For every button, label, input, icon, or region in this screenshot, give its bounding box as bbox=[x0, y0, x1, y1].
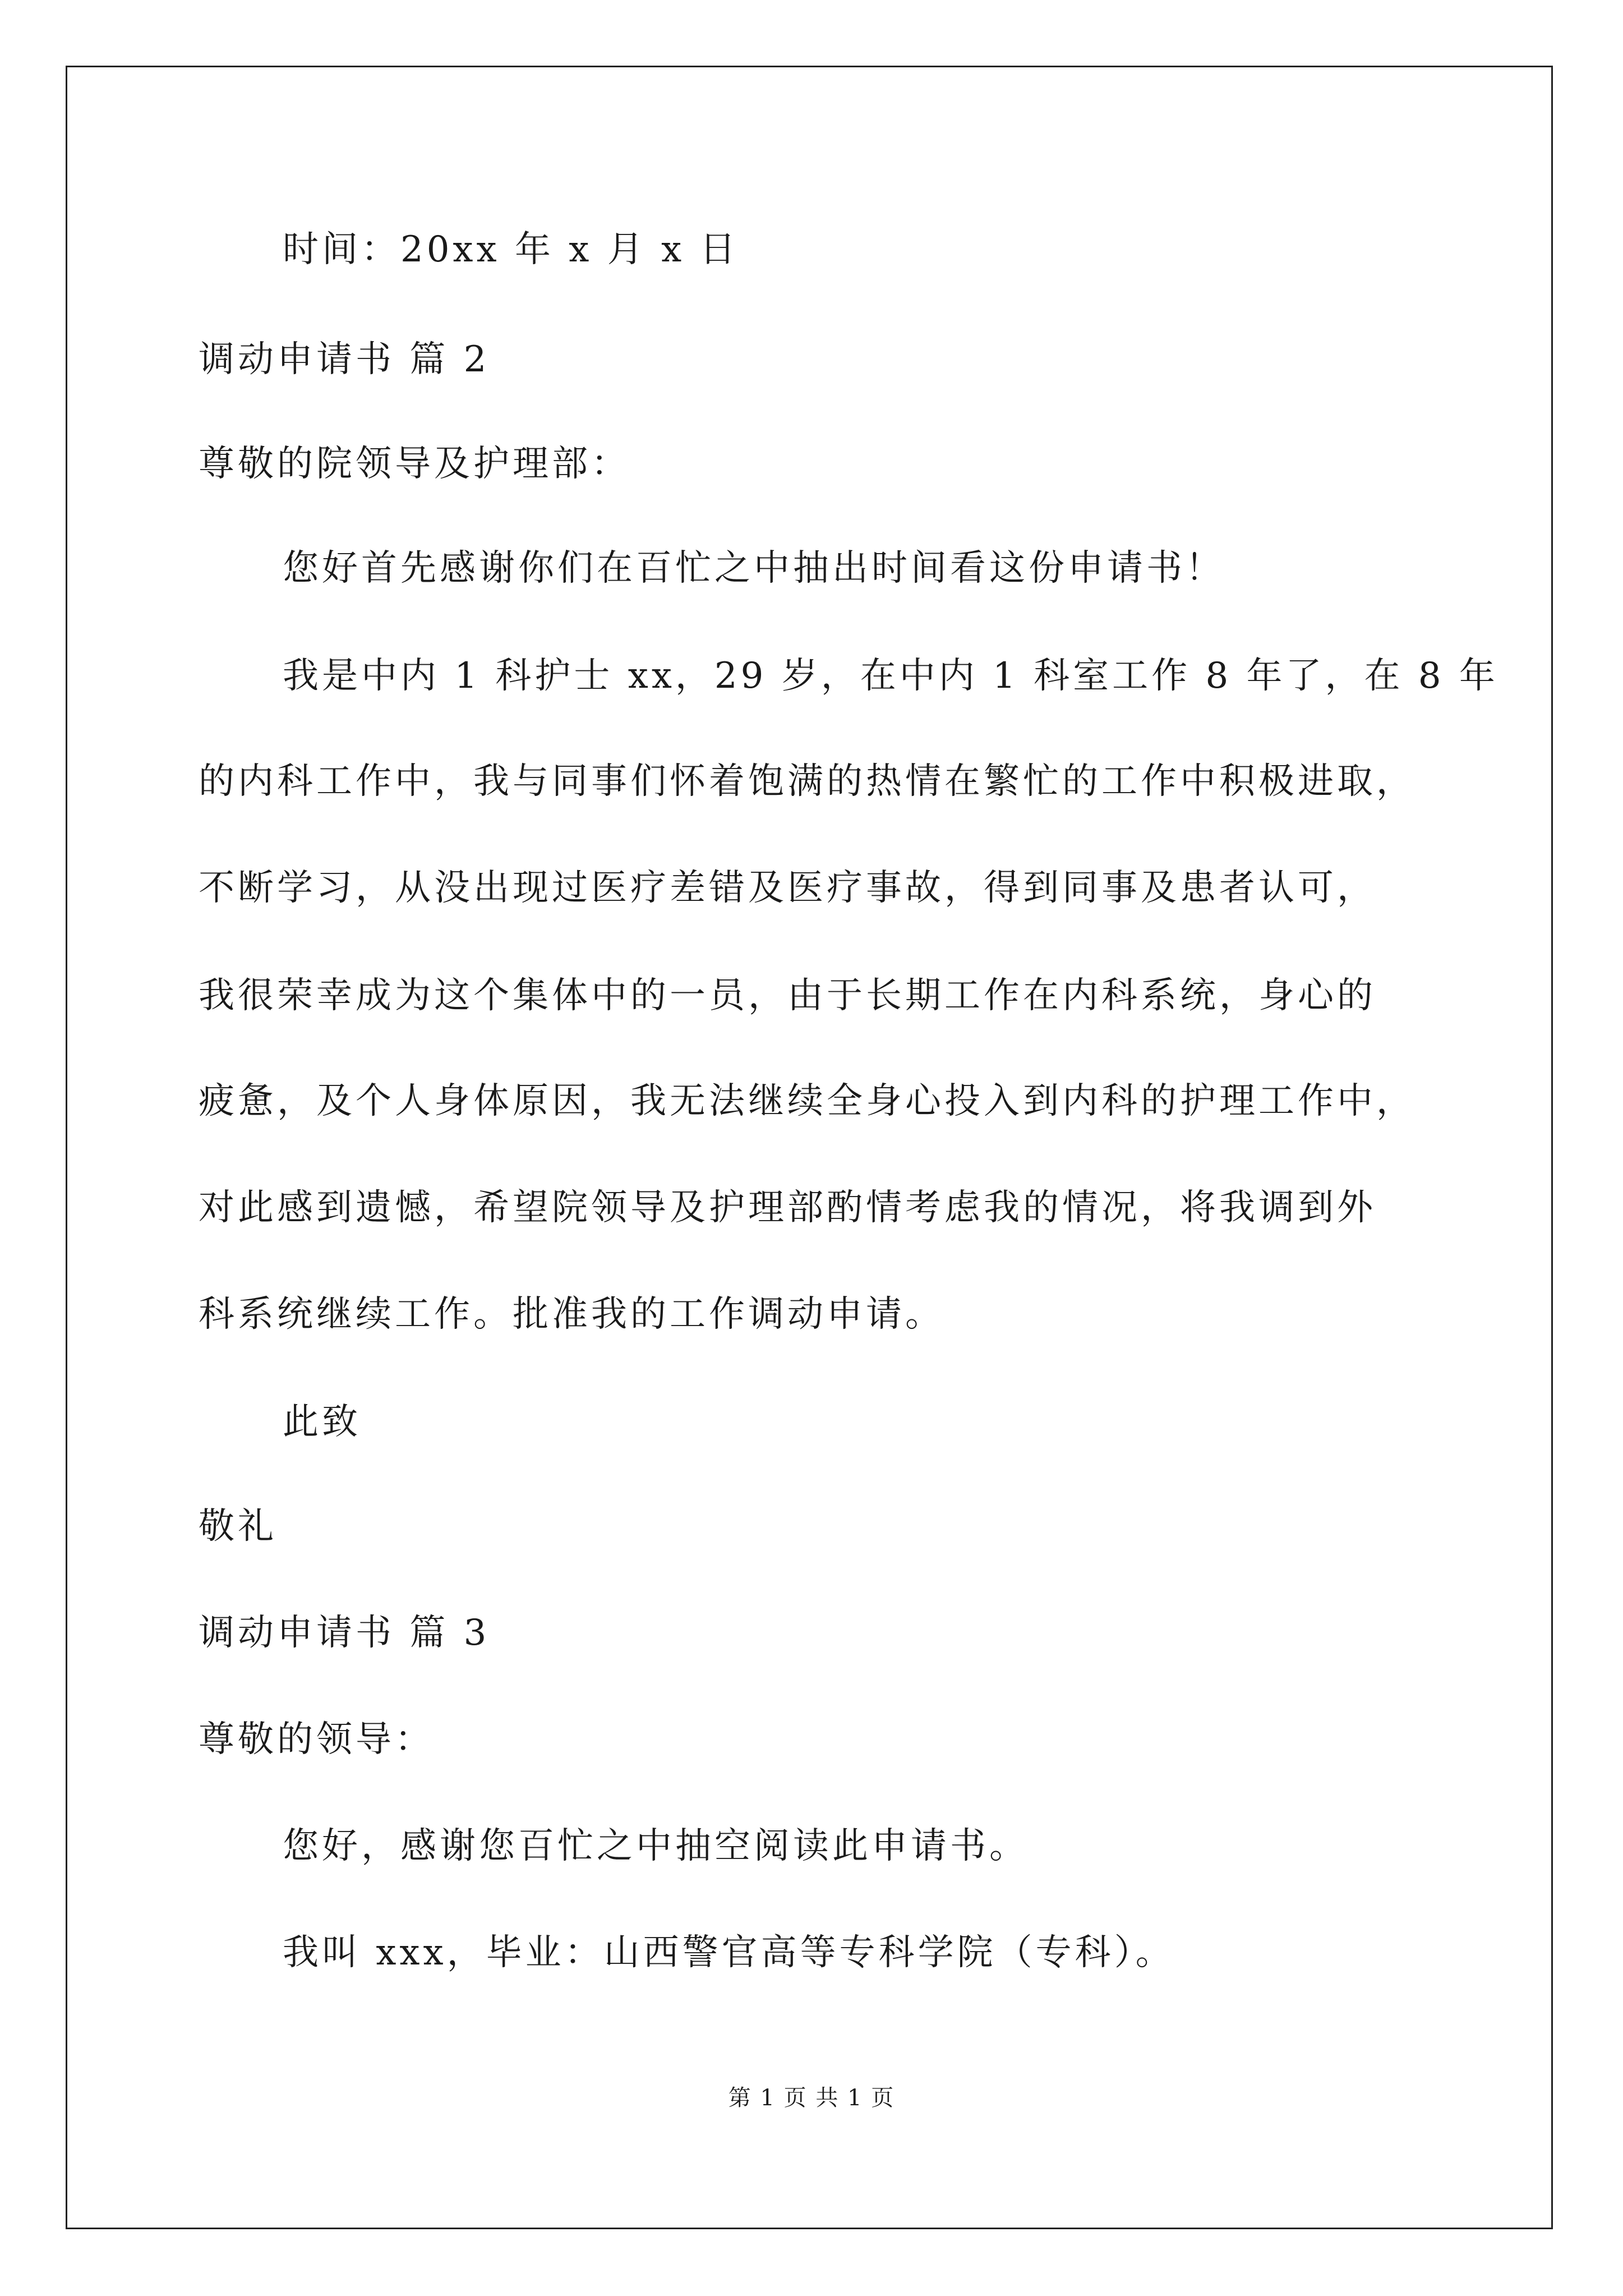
body-paragraph-line: 的内科工作中，我与同事们怀着饱满的热情在繁忙的工作中积极进取， bbox=[199, 761, 1415, 802]
regards-line: 敬礼 bbox=[199, 1506, 277, 1547]
body-paragraph-line: 疲惫，及个人身体原因，我无法继续全身心投入到内科的护理工作中， bbox=[199, 1080, 1415, 1122]
section-heading-3: 调动申请书 篇 3 bbox=[199, 1612, 490, 1654]
body-paragraph-line: 对此感到遗憾，希望院领导及护理部酌情考虑我的情况，将我调到外 bbox=[199, 1187, 1376, 1228]
section-heading-2: 调动申请书 篇 2 bbox=[199, 339, 490, 380]
closing-line: 此致 bbox=[283, 1401, 361, 1443]
body-paragraph-line: 不断学习，从没出现过医疗差错及医疗事故，得到同事及患者认可， bbox=[199, 867, 1376, 909]
date-line: 时间：20xx 年 x 月 x 日 bbox=[283, 229, 739, 270]
body-paragraph-line: 我很荣幸成为这个集体中的一员，由于长期工作在内科系统，身心的 bbox=[199, 975, 1376, 1016]
salutation: 尊敬的院领导及护理部： bbox=[199, 443, 630, 485]
body-paragraph-line: 我叫 xxx，毕业：山西警官高等专科学院（专科）。 bbox=[283, 1932, 1175, 1973]
page-border bbox=[66, 66, 1553, 2229]
greeting-paragraph: 您好首先感谢你们在百忙之中抽出时间看这份申请书！ bbox=[283, 547, 1225, 589]
body-paragraph-line: 我是中内 1 科护士 xx，29 岁，在中内 1 科室工作 8 年了，在 8 年 bbox=[283, 655, 1498, 697]
page-footer: 第 1 页 共 1 页 bbox=[728, 2085, 895, 2111]
greeting-paragraph: 您好，感谢您百忙之中抽空阅读此申请书。 bbox=[283, 1825, 1029, 1867]
salutation: 尊敬的领导： bbox=[199, 1719, 434, 1760]
body-paragraph-line: 科系统继续工作。批准我的工作调动申请。 bbox=[199, 1294, 944, 1335]
